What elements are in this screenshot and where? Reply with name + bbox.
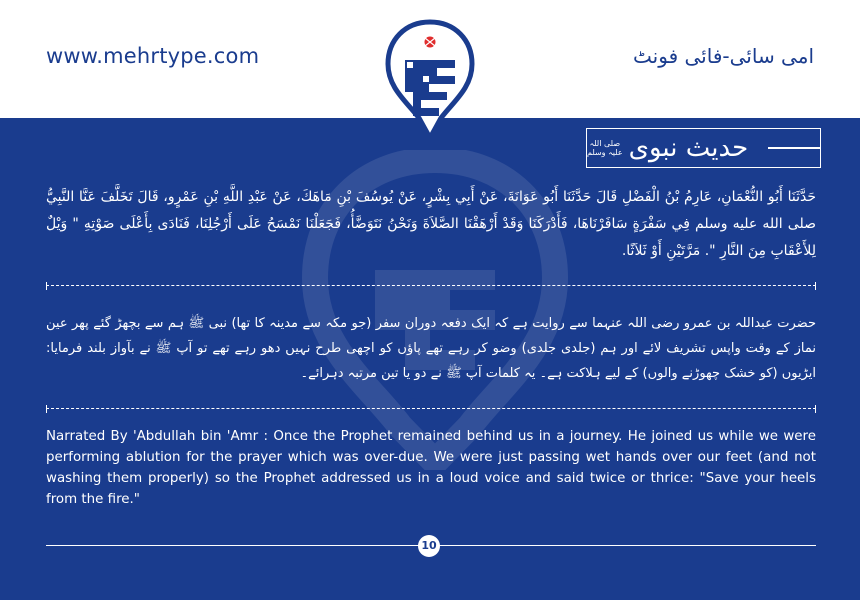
arabic-hadith-text: حَدَّثَنَا أَبُو النُّعْمَانِ، عَارِمُ بْنُ الْفَضْلِ قَالَ حَدَّثَنَا أَبُو عَوَانَةَ، عَنْ أَبِي بِشْرٍ، عَنْ يُوسُفَ بْنِ مَاهَكَ، عَنْ عَبْدِ اللَّهِ بْنِ عَمْرٍو، قَالَ تَخَلَّفَ عَنَّا النَّبِيُّ صلى الله عليه وسلم فِي سَفْرَةٍ سَافَرْنَاهَا، فَأَدْرَكَنَا وَقَدْ أَرْهَقْنَا الصَّلاَةَ وَنَحْنُ نَتَوَضَّأُ، فَجَعَلْنَا نَمْسَحُ عَلَى أَرْجُلِنَا، فَنَادَى بِأَعْلَى صَوْتِهِ ‏"‏ وَيْلٌ لِلأَعْقَابِ مِنَ النَّارِ ‏"‏‏.‏ مَرَّتَيْنِ أَوْ ثَلاَثًا‏.‏ <box>46 189 816 259</box>
title-box <box>586 128 821 168</box>
section-divider <box>46 408 816 409</box>
page-number-badge: 10 <box>418 535 440 557</box>
divider-tick <box>46 282 47 290</box>
website-url[interactable]: www.mehrtype.com <box>46 44 260 68</box>
divider-tick <box>46 405 47 413</box>
urdu-translation-text: حضرت عبداللہ بن عمرو رضی اللہ عنہما سے روایت ہے کہ ایک دفعہ دوران سفر (جو مکہ سے مدینہ کا تھا) نبی ﷺ ہم سے بچھڑ گئے پھر عین نماز کے وقت واپس تشریف لائے اور ہم (جلدی جلدی) وضو کر رہے تھے پاؤں کو اچھی طرح نہیں دھو رہے تھے تو آپ ﷺ نے بآواز بلند فرمایا: ایڑیوں (کو خشک چھوڑنے والوں) کے لیے ہلاکت ہے۔ یہ کلمات آپ ﷺ نے دو یا تین مرتبہ دہرائے۔ <box>46 316 816 381</box>
section-divider <box>46 285 816 286</box>
font-name-title: امی سائی-فائی فونٹ <box>633 44 814 68</box>
salutation-mark <box>587 139 623 157</box>
page-title: حدیث نبوی <box>628 133 749 163</box>
salutation-line-2: علیہ وسلم <box>587 148 623 157</box>
divider-tick <box>815 282 816 290</box>
mehrtype-logo-icon <box>383 18 477 142</box>
salutation-line-1: صلی اللہ <box>589 139 621 148</box>
divider-tick <box>815 405 816 413</box>
english-translation-text: Narrated By 'Abdullah bin 'Amr : Once the Prophet remained behind us in a journey. He joined us while we were performing ablution for the prayer which was over-due. We were just passing wet hands over our feet (and not washing them properly) so the Prophet addressed us in a loud voice and said twice or thrice: "Save your heels from the fire." <box>46 429 816 507</box>
title-accent-line <box>768 147 820 149</box>
